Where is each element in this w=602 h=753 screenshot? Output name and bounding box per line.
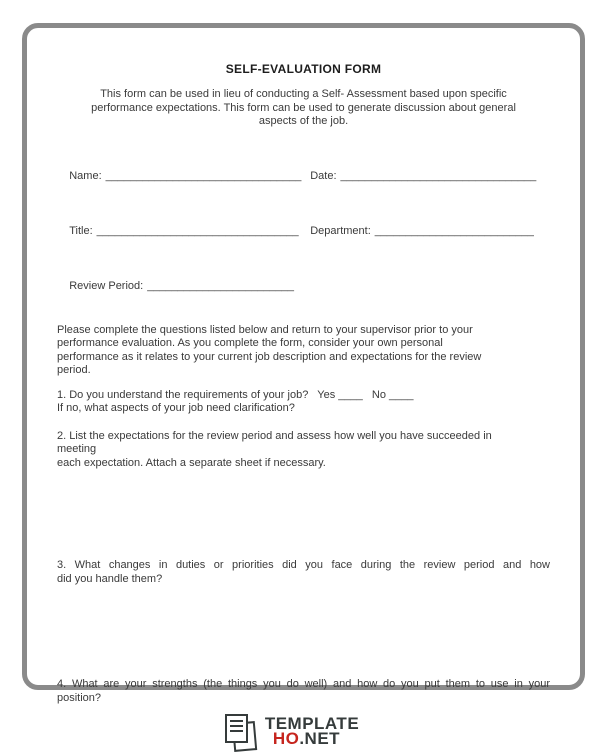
instructions-line-4: period.	[57, 364, 91, 376]
name-blank-line: ________________________________	[105, 169, 302, 182]
form-page	[22, 23, 585, 748]
instructions-line-2: performance evaluation. As you complete the form, consider your own personal	[57, 337, 443, 349]
front-page-shape	[225, 714, 248, 743]
review-period-blank-line: ________________________	[147, 279, 295, 292]
intro-line-3: aspects of the job.	[258, 115, 349, 127]
logo-text	[265, 713, 359, 746]
date-field	[310, 170, 536, 182]
name-label: Name:	[69, 169, 102, 182]
instructions-line-3: performance as it relates to your current job description and expectations for the review	[57, 350, 482, 363]
title-label: Title:	[69, 224, 93, 237]
logo-wordmark-template: TEMPLATE	[264, 714, 360, 733]
logo-wordmark-honet	[265, 731, 359, 746]
title-blank-line: _________________________________	[96, 224, 299, 237]
title-department-row	[57, 210, 550, 252]
question-3-line-2: did you handle them?	[57, 572, 163, 585]
name-date-row	[57, 155, 550, 197]
date-label: Date:	[310, 169, 337, 182]
instructions-text	[57, 324, 550, 378]
intro-text	[57, 88, 550, 129]
question-3-line-1: 3. What changes in duties or priorities did you face during the review period and how	[57, 559, 550, 571]
form-title: SELF-EVALUATION FORM	[225, 62, 382, 76]
logo-wordmark-ho: HO	[272, 729, 300, 748]
intro-line-1: This form can be used in lieu of conducting a Self- Assessment based upon specific	[100, 88, 507, 100]
department-field	[310, 225, 534, 237]
question-4-line-2: position?	[57, 691, 102, 704]
question-2-line-1: 2. List the expectations for the review period and assess how well you have succeeded in	[57, 429, 492, 442]
department-blank-line: __________________________	[374, 224, 534, 237]
intro-line-2: performance expectations. This form can be used to generate discussion about general	[91, 101, 516, 114]
logo-wordmark-net: .NET	[299, 729, 341, 748]
name-field	[69, 169, 310, 183]
instructions-line-1: Please complete the questions listed below and return to your supervisor prior to your	[57, 323, 473, 336]
review-period-row	[57, 265, 550, 307]
title-field	[69, 224, 310, 238]
question-4	[57, 678, 550, 705]
review-period-field	[69, 280, 294, 292]
question-1-line-1: 1. Do you understand the requirements of your job? Yes ____ No ____	[57, 388, 414, 401]
question-4-line-1: 4. What are your strengths (the things you do well) and how do you put them to use in your	[57, 678, 550, 690]
templateho-logo	[45, 713, 538, 753]
question-2	[57, 430, 550, 471]
date-blank-line: ________________________________	[340, 169, 537, 182]
question-1-line-2: If no, what aspects of your job need clarification?	[57, 402, 295, 414]
question-2-line-2: meeting	[57, 443, 97, 455]
question-3	[57, 559, 550, 586]
stacked-documents-icon	[224, 713, 260, 753]
department-label: Department:	[310, 224, 371, 237]
question-1	[57, 389, 550, 416]
review-period-label: Review Period:	[69, 279, 144, 292]
question-2-line-3: each expectation. Attach a separate sheet if necessary.	[57, 456, 326, 469]
